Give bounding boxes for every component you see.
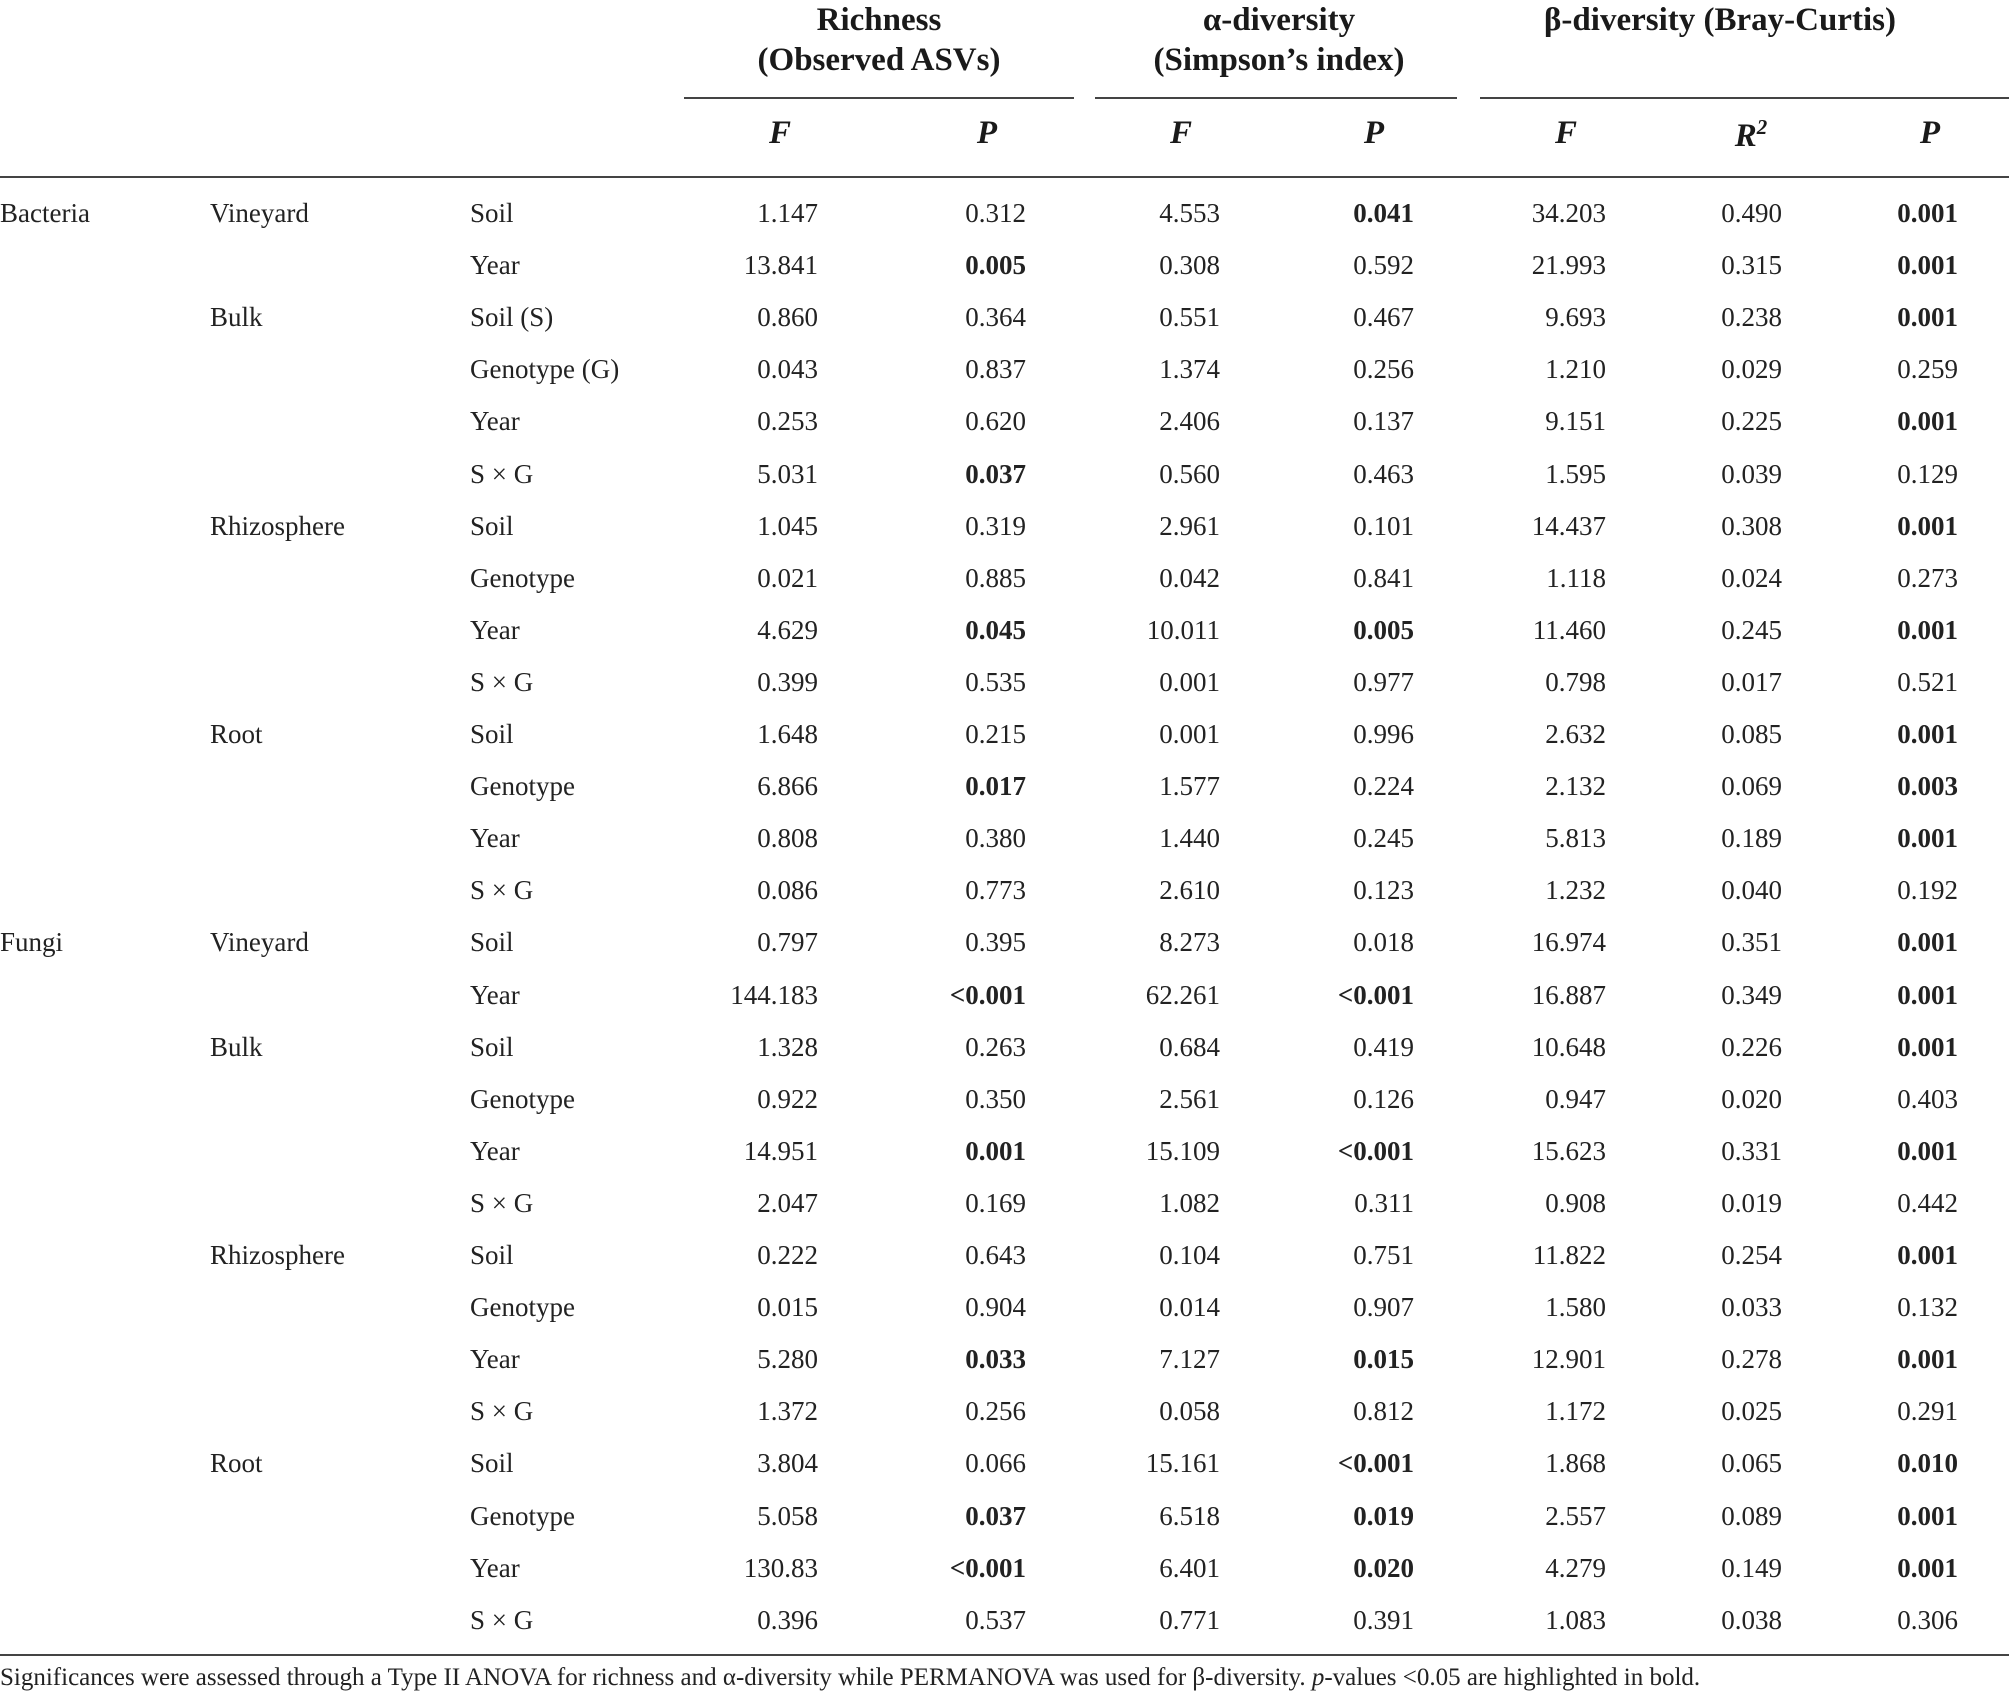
cell-richness-p: 0.256 bbox=[965, 1396, 1026, 1427]
cell-beta-r2: 0.024 bbox=[1721, 562, 1782, 593]
cell-alpha-p: 0.812 bbox=[1353, 1396, 1414, 1427]
cell-alpha-f: 10.011 bbox=[1146, 614, 1220, 645]
factor-label: Soil bbox=[470, 927, 514, 958]
cell-beta-r2: 0.238 bbox=[1721, 302, 1782, 333]
cell-beta-p: 0.129 bbox=[1897, 458, 1958, 489]
cell-richness-f: 1.147 bbox=[757, 198, 818, 228]
cell-beta-f: 9.693 bbox=[1545, 302, 1606, 333]
cell-richness-p: 0.535 bbox=[965, 666, 1026, 697]
cell-alpha-f: 1.577 bbox=[1159, 771, 1220, 802]
header-beta-line1: β-diversity (Bray-Curtis) bbox=[1544, 2, 1896, 38]
table-row bbox=[0, 1072, 2009, 1124]
factor-label: Genotype bbox=[470, 1500, 575, 1531]
cell-alpha-f: 0.058 bbox=[1159, 1396, 1220, 1427]
table-row bbox=[0, 1020, 2009, 1072]
table-row bbox=[0, 1541, 2009, 1593]
cell-beta-f: 1.232 bbox=[1545, 875, 1606, 906]
cell-alpha-f: 8.273 bbox=[1159, 927, 1220, 958]
cell-alpha-f: 0.001 bbox=[1159, 719, 1220, 749]
cell-richness-f: 5.058 bbox=[757, 1500, 818, 1531]
cell-richness-p: 0.066 bbox=[965, 1448, 1026, 1479]
cell-richness-f: 5.280 bbox=[757, 1344, 818, 1375]
cell-beta-f: 10.648 bbox=[1531, 1031, 1606, 1062]
cell-beta-f: 11.460 bbox=[1532, 614, 1606, 645]
cell-beta-p: 0.001 bbox=[1897, 719, 1958, 749]
cell-richness-f: 0.222 bbox=[757, 1240, 818, 1270]
factor-label: Soil bbox=[470, 510, 514, 541]
cell-beta-p: 0.001 bbox=[1897, 198, 1958, 228]
cell-richness-p: 0.380 bbox=[965, 823, 1026, 854]
factor-label: Soil bbox=[470, 1031, 514, 1062]
cell-richness-p: 0.395 bbox=[965, 927, 1026, 958]
cell-alpha-p: <0.001 bbox=[1337, 979, 1414, 1010]
group-label: Fungi bbox=[0, 927, 64, 958]
cell-beta-p: 0.001 bbox=[1897, 927, 1958, 958]
factor-label: S × G bbox=[470, 666, 534, 697]
table-row bbox=[0, 1228, 2009, 1280]
cell-alpha-f: 0.014 bbox=[1159, 1292, 1220, 1323]
cell-beta-p: 0.001 bbox=[1897, 510, 1958, 541]
subheader-f-beta: F bbox=[1554, 115, 1578, 151]
cell-richness-f: 0.860 bbox=[757, 302, 818, 333]
header-richness bbox=[684, 0, 1074, 80]
cell-beta-f: 15.623 bbox=[1531, 1135, 1606, 1166]
header-richness-line2: (Observed ASVs) bbox=[757, 42, 1001, 78]
factor-label: Genotype (G) bbox=[470, 354, 620, 385]
cell-richness-p: 0.045 bbox=[965, 614, 1026, 645]
table-row bbox=[0, 707, 2009, 759]
cell-beta-r2: 0.225 bbox=[1721, 406, 1782, 437]
cell-alpha-p: 0.907 bbox=[1353, 1292, 1414, 1323]
cell-beta-p: 0.001 bbox=[1897, 823, 1958, 854]
cell-beta-r2: 0.039 bbox=[1721, 458, 1782, 489]
cell-alpha-f: 15.109 bbox=[1145, 1135, 1220, 1166]
cell-richness-p: 0.312 bbox=[965, 198, 1026, 228]
factor-label: Soil bbox=[470, 1240, 514, 1270]
factor-label: S × G bbox=[470, 458, 534, 489]
cell-alpha-p: 0.467 bbox=[1353, 302, 1414, 333]
cell-alpha-p: 0.419 bbox=[1353, 1031, 1414, 1062]
cell-beta-r2: 0.017 bbox=[1721, 666, 1782, 697]
cell-richness-p: 0.001 bbox=[965, 1135, 1026, 1166]
group-label: Bacteria bbox=[0, 198, 90, 228]
cell-beta-p: 0.521 bbox=[1897, 666, 1958, 697]
cell-beta-f: 5.813 bbox=[1545, 823, 1606, 854]
cell-alpha-p: 0.977 bbox=[1353, 666, 1414, 697]
cell-richness-f: 130.83 bbox=[743, 1552, 818, 1583]
cell-richness-p: 0.364 bbox=[965, 302, 1026, 333]
factor-label: S × G bbox=[470, 875, 534, 906]
table-bottom-rule bbox=[0, 1654, 2009, 1656]
cell-richness-p: 0.773 bbox=[965, 875, 1026, 906]
cell-richness-p: 0.319 bbox=[965, 510, 1026, 541]
table-row bbox=[0, 342, 2009, 394]
cell-richness-f: 1.328 bbox=[757, 1031, 818, 1062]
subheader-p-beta: P bbox=[1919, 115, 1941, 151]
cell-alpha-p: 0.311 bbox=[1354, 1187, 1414, 1218]
table-row bbox=[0, 655, 2009, 707]
table-row bbox=[0, 499, 2009, 551]
cell-alpha-p: 0.592 bbox=[1353, 250, 1414, 281]
cell-beta-r2: 0.331 bbox=[1721, 1135, 1782, 1166]
cell-beta-r2: 0.226 bbox=[1721, 1031, 1782, 1062]
subheader-f-alpha: F bbox=[1169, 115, 1193, 151]
cell-beta-r2: 0.308 bbox=[1721, 510, 1782, 541]
compartment-label: Bulk bbox=[210, 302, 263, 333]
cell-richness-p: <0.001 bbox=[949, 979, 1026, 1010]
factor-label: Year bbox=[470, 979, 520, 1010]
cell-alpha-p: 0.996 bbox=[1353, 719, 1414, 749]
factor-label: S × G bbox=[470, 1187, 534, 1218]
cell-richness-f: 5.031 bbox=[757, 458, 818, 489]
table-row bbox=[0, 1489, 2009, 1541]
footnote-italic: p bbox=[1311, 1664, 1325, 1691]
cell-richness-f: 0.043 bbox=[757, 354, 818, 385]
cell-beta-f: 11.822 bbox=[1532, 1240, 1606, 1270]
cell-beta-r2: 0.065 bbox=[1721, 1448, 1782, 1479]
cell-beta-p: 0.442 bbox=[1897, 1187, 1958, 1218]
cell-beta-f: 0.798 bbox=[1545, 666, 1606, 697]
cell-richness-f: 6.866 bbox=[757, 771, 818, 802]
factor-label: Year bbox=[470, 250, 520, 281]
factor-label: S × G bbox=[470, 1396, 534, 1427]
footnote-part2: -values <0.05 are highlighted in bold. bbox=[1324, 1664, 1701, 1691]
compartment-label: Rhizosphere bbox=[210, 1240, 345, 1270]
compartment-label: Rhizosphere bbox=[210, 510, 345, 541]
table-row bbox=[0, 394, 2009, 446]
header-alpha-diversity bbox=[1095, 0, 1463, 80]
cell-alpha-p: 0.126 bbox=[1353, 1083, 1414, 1114]
table-row bbox=[0, 603, 2009, 655]
table-row bbox=[0, 968, 2009, 1020]
cell-beta-f: 0.947 bbox=[1545, 1083, 1606, 1114]
cell-beta-p: 0.132 bbox=[1897, 1292, 1958, 1323]
factor-label: S × G bbox=[470, 1604, 534, 1635]
cell-richness-p: 0.005 bbox=[965, 250, 1026, 281]
table-row bbox=[0, 1176, 2009, 1228]
factor-label: Genotype bbox=[470, 771, 575, 802]
factor-label: Soil bbox=[470, 1448, 514, 1479]
cell-richness-f: 3.804 bbox=[757, 1448, 818, 1479]
cell-beta-r2: 0.019 bbox=[1721, 1187, 1782, 1218]
cell-beta-r2: 0.020 bbox=[1721, 1083, 1782, 1114]
table-row bbox=[0, 863, 2009, 915]
factor-label: Genotype bbox=[470, 1083, 575, 1114]
cell-richness-f: 1.045 bbox=[757, 510, 818, 541]
cell-beta-p: 0.001 bbox=[1897, 614, 1958, 645]
cell-richness-p: 0.037 bbox=[965, 458, 1026, 489]
cell-alpha-p: 0.245 bbox=[1353, 823, 1414, 854]
cell-beta-r2: 0.315 bbox=[1721, 250, 1782, 281]
cell-richness-p: 0.037 bbox=[965, 1500, 1026, 1531]
cell-beta-r2: 0.029 bbox=[1721, 354, 1782, 385]
subheader-p-alpha: P bbox=[1363, 115, 1385, 151]
cell-beta-p: 0.259 bbox=[1897, 354, 1958, 385]
table-row bbox=[0, 811, 2009, 863]
cell-alpha-f: 0.042 bbox=[1159, 562, 1220, 593]
cell-alpha-p: 0.019 bbox=[1353, 1500, 1414, 1531]
cell-beta-p: 0.306 bbox=[1897, 1604, 1958, 1635]
cell-richness-p: 0.643 bbox=[965, 1240, 1026, 1270]
factor-label: Year bbox=[470, 1344, 520, 1375]
cell-beta-r2: 0.025 bbox=[1721, 1396, 1782, 1427]
cell-beta-f: 2.557 bbox=[1545, 1500, 1606, 1531]
cell-alpha-p: 0.005 bbox=[1353, 614, 1414, 645]
cell-alpha-p: 0.841 bbox=[1353, 562, 1414, 593]
cell-beta-f: 1.083 bbox=[1545, 1604, 1606, 1635]
cell-beta-f: 16.887 bbox=[1531, 979, 1606, 1010]
cell-alpha-f: 2.610 bbox=[1159, 875, 1220, 906]
cell-richness-p: 0.033 bbox=[965, 1344, 1026, 1375]
table-row bbox=[0, 238, 2009, 290]
table-row bbox=[0, 290, 2009, 342]
cell-beta-p: 0.001 bbox=[1897, 302, 1958, 333]
header-alpha-line1: α-diversity bbox=[1202, 2, 1356, 38]
cell-beta-r2: 0.254 bbox=[1721, 1240, 1782, 1270]
cell-beta-f: 2.632 bbox=[1545, 719, 1606, 749]
cell-beta-f: 1.118 bbox=[1546, 562, 1606, 593]
cell-beta-f: 16.974 bbox=[1531, 927, 1606, 958]
cell-alpha-f: 2.561 bbox=[1159, 1083, 1220, 1114]
factor-label: Soil bbox=[470, 719, 514, 749]
cell-beta-f: 21.993 bbox=[1531, 250, 1606, 281]
cell-beta-p: 0.001 bbox=[1897, 979, 1958, 1010]
header-alpha-line2: (Simpson’s index) bbox=[1153, 42, 1405, 78]
cell-beta-f: 1.210 bbox=[1545, 354, 1606, 385]
cell-beta-r2: 0.040 bbox=[1721, 875, 1782, 906]
cell-richness-p: 0.350 bbox=[965, 1083, 1026, 1114]
cell-alpha-p: <0.001 bbox=[1337, 1448, 1414, 1479]
cell-beta-f: 12.901 bbox=[1531, 1344, 1606, 1375]
cell-alpha-p: 0.101 bbox=[1353, 510, 1414, 541]
rule-alpha bbox=[1095, 97, 1457, 99]
cell-beta-p: 0.273 bbox=[1897, 562, 1958, 593]
cell-richness-f: 0.396 bbox=[757, 1604, 818, 1635]
cell-beta-p: 0.001 bbox=[1897, 1500, 1958, 1531]
cell-richness-f: 0.399 bbox=[757, 666, 818, 697]
header-beta-diversity bbox=[1480, 0, 1960, 40]
compartment-label: Vineyard bbox=[210, 198, 309, 228]
factor-label: Year bbox=[470, 823, 520, 854]
cell-richness-f: 1.372 bbox=[757, 1396, 818, 1427]
cell-alpha-p: 0.391 bbox=[1353, 1604, 1414, 1635]
cell-beta-f: 1.580 bbox=[1545, 1292, 1606, 1323]
subheader-f-richness: F bbox=[768, 115, 792, 151]
cell-beta-p: 0.192 bbox=[1897, 875, 1958, 906]
cell-alpha-f: 2.961 bbox=[1159, 510, 1220, 541]
cell-beta-f: 1.595 bbox=[1545, 458, 1606, 489]
table-row bbox=[0, 1384, 2009, 1436]
subheader-p-richness: P bbox=[976, 115, 998, 151]
cell-alpha-f: 0.308 bbox=[1159, 250, 1220, 281]
cell-alpha-f: 2.406 bbox=[1159, 406, 1220, 437]
cell-beta-r2: 0.085 bbox=[1721, 719, 1782, 749]
compartment-label: Bulk bbox=[210, 1031, 263, 1062]
table-row bbox=[0, 1436, 2009, 1488]
cell-richness-f: 0.808 bbox=[757, 823, 818, 854]
cell-beta-r2: 0.033 bbox=[1721, 1292, 1782, 1323]
cell-beta-r2: 0.089 bbox=[1721, 1500, 1782, 1531]
cell-beta-f: 9.151 bbox=[1545, 406, 1606, 437]
cell-beta-p: 0.001 bbox=[1897, 406, 1958, 437]
table-row bbox=[0, 1280, 2009, 1332]
footnote bbox=[0, 1664, 1700, 1692]
cell-richness-f: 0.021 bbox=[757, 562, 818, 593]
cell-beta-r2: 0.351 bbox=[1721, 927, 1782, 958]
cell-alpha-f: 62.261 bbox=[1145, 979, 1220, 1010]
cell-alpha-f: 0.771 bbox=[1159, 1604, 1220, 1635]
cell-richness-p: 0.904 bbox=[965, 1292, 1026, 1323]
cell-richness-f: 14.951 bbox=[743, 1135, 818, 1166]
cell-alpha-p: 0.137 bbox=[1353, 406, 1414, 437]
cell-richness-p: 0.537 bbox=[965, 1604, 1026, 1635]
rule-beta bbox=[1480, 97, 2009, 99]
cell-alpha-f: 7.127 bbox=[1159, 1344, 1220, 1375]
table-row bbox=[0, 915, 2009, 967]
cell-beta-f: 14.437 bbox=[1531, 510, 1606, 541]
cell-beta-r2: 0.069 bbox=[1721, 771, 1782, 802]
cell-beta-r2: 0.149 bbox=[1721, 1552, 1782, 1583]
factor-label: Year bbox=[470, 614, 520, 645]
r2-superscript: 2 bbox=[1756, 115, 1768, 139]
cell-beta-f: 1.868 bbox=[1545, 1448, 1606, 1479]
cell-alpha-f: 0.551 bbox=[1159, 302, 1220, 333]
cell-alpha-p: 0.015 bbox=[1353, 1344, 1414, 1375]
cell-richness-f: 0.086 bbox=[757, 875, 818, 906]
cell-beta-p: 0.001 bbox=[1897, 1240, 1958, 1270]
factor-label: Year bbox=[470, 1552, 520, 1583]
table-row bbox=[0, 1124, 2009, 1176]
cell-alpha-f: 4.553 bbox=[1159, 198, 1220, 228]
cell-alpha-f: 0.684 bbox=[1159, 1031, 1220, 1062]
header-richness-line1: Richness bbox=[816, 2, 942, 38]
cell-richness-p: 0.215 bbox=[965, 719, 1026, 749]
cell-beta-f: 0.908 bbox=[1545, 1187, 1606, 1218]
cell-beta-p: 0.001 bbox=[1897, 1135, 1958, 1166]
table-row bbox=[0, 186, 2009, 238]
cell-alpha-f: 0.001 bbox=[1159, 666, 1220, 697]
cell-richness-p: 0.885 bbox=[965, 562, 1026, 593]
cell-richness-f: 4.629 bbox=[757, 614, 818, 645]
cell-beta-p: 0.001 bbox=[1897, 1344, 1958, 1375]
cell-richness-f: 0.015 bbox=[757, 1292, 818, 1323]
cell-beta-p: 0.001 bbox=[1897, 1552, 1958, 1583]
cell-beta-p: 0.001 bbox=[1897, 250, 1958, 281]
cell-richness-f: 0.253 bbox=[757, 406, 818, 437]
compartment-label: Vineyard bbox=[210, 927, 309, 958]
table-row bbox=[0, 551, 2009, 603]
table-row bbox=[0, 1593, 2009, 1645]
factor-label: Year bbox=[470, 406, 520, 437]
cell-beta-r2: 0.038 bbox=[1721, 1604, 1782, 1635]
cell-beta-r2: 0.490 bbox=[1721, 198, 1782, 228]
cell-richness-f: 2.047 bbox=[757, 1187, 818, 1218]
cell-alpha-f: 1.082 bbox=[1159, 1187, 1220, 1218]
cell-alpha-f: 6.401 bbox=[1159, 1552, 1220, 1583]
compartment-label: Root bbox=[210, 1448, 263, 1479]
cell-alpha-f: 6.518 bbox=[1159, 1500, 1220, 1531]
cell-beta-r2: 0.189 bbox=[1721, 823, 1782, 854]
cell-beta-p: 0.003 bbox=[1897, 771, 1958, 802]
cell-alpha-p: <0.001 bbox=[1337, 1135, 1414, 1166]
cell-alpha-f: 15.161 bbox=[1145, 1448, 1220, 1479]
cell-richness-f: 13.841 bbox=[743, 250, 818, 281]
cell-alpha-f: 1.374 bbox=[1159, 354, 1220, 385]
subheader-r2-beta bbox=[1735, 115, 1768, 155]
cell-beta-p: 0.403 bbox=[1897, 1083, 1958, 1114]
cell-richness-p: 0.263 bbox=[965, 1031, 1026, 1062]
cell-alpha-p: 0.041 bbox=[1353, 198, 1414, 228]
cell-beta-p: 0.010 bbox=[1897, 1448, 1958, 1479]
cell-richness-f: 1.648 bbox=[757, 719, 818, 749]
cell-richness-f: 0.797 bbox=[757, 927, 818, 958]
cell-beta-p: 0.001 bbox=[1897, 1031, 1958, 1062]
cell-beta-r2: 0.278 bbox=[1721, 1344, 1782, 1375]
cell-richness-p: 0.620 bbox=[965, 406, 1026, 437]
cell-alpha-p: 0.018 bbox=[1353, 927, 1414, 958]
cell-beta-f: 2.132 bbox=[1545, 771, 1606, 802]
cell-beta-p: 0.291 bbox=[1897, 1396, 1958, 1427]
cell-alpha-p: 0.020 bbox=[1353, 1552, 1414, 1583]
cell-richness-f: 144.183 bbox=[730, 979, 818, 1010]
cell-alpha-p: 0.463 bbox=[1353, 458, 1414, 489]
rule-richness bbox=[684, 97, 1074, 99]
cell-alpha-p: 0.751 bbox=[1353, 1240, 1414, 1270]
cell-alpha-f: 1.440 bbox=[1159, 823, 1220, 854]
table-row bbox=[0, 759, 2009, 811]
cell-beta-f: 1.172 bbox=[1545, 1396, 1606, 1427]
r2-label: R bbox=[1734, 118, 1757, 154]
factor-label: Soil (S) bbox=[470, 302, 554, 333]
cell-beta-f: 4.279 bbox=[1545, 1552, 1606, 1583]
cell-alpha-f: 0.560 bbox=[1159, 458, 1220, 489]
factor-label: Genotype bbox=[470, 562, 575, 593]
factor-label: Genotype bbox=[470, 1292, 575, 1323]
cell-alpha-f: 0.104 bbox=[1159, 1240, 1220, 1270]
cell-alpha-p: 0.123 bbox=[1353, 875, 1414, 906]
compartment-label: Root bbox=[210, 719, 263, 749]
cell-richness-p: 0.169 bbox=[965, 1187, 1026, 1218]
cell-beta-r2: 0.245 bbox=[1721, 614, 1782, 645]
cell-richness-f: 0.922 bbox=[757, 1083, 818, 1114]
cell-richness-p: <0.001 bbox=[949, 1552, 1026, 1583]
cell-beta-r2: 0.349 bbox=[1721, 979, 1782, 1010]
table-row bbox=[0, 1332, 2009, 1384]
cell-alpha-p: 0.256 bbox=[1353, 354, 1414, 385]
cell-alpha-p: 0.224 bbox=[1353, 771, 1414, 802]
factor-label: Year bbox=[470, 1135, 520, 1166]
footnote-part1: Significances were assessed through a Type II ANOVA for richness and α-diversity while PERMANOVA was used for β-diversity. bbox=[0, 1664, 1312, 1691]
cell-beta-f: 34.203 bbox=[1531, 198, 1606, 228]
factor-label: Soil bbox=[470, 198, 514, 228]
header-bottom-rule bbox=[0, 176, 2009, 178]
cell-richness-p: 0.837 bbox=[965, 354, 1026, 385]
table-row bbox=[0, 447, 2009, 499]
cell-richness-p: 0.017 bbox=[965, 771, 1026, 802]
